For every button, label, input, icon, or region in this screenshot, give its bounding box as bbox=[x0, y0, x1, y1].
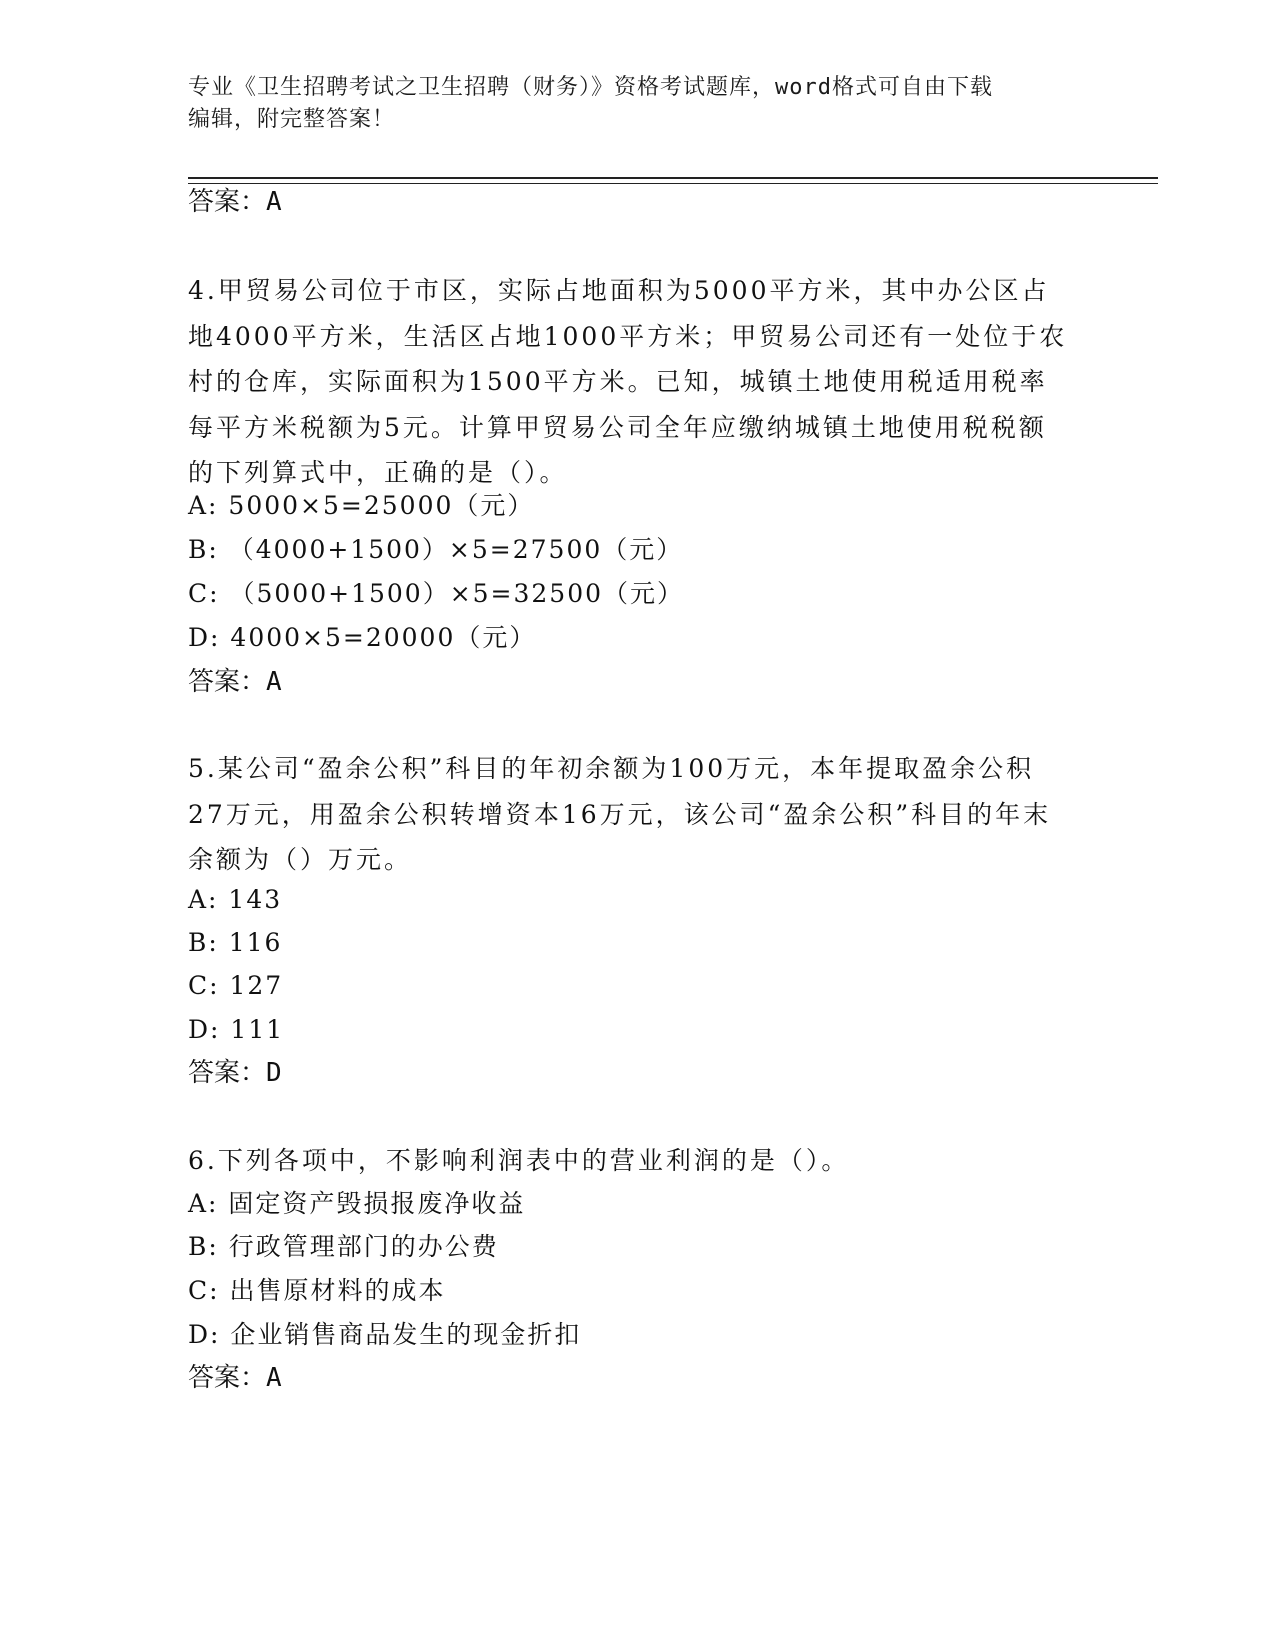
question-4-option-d: D: 4000×5=20000（元） bbox=[188, 623, 537, 652]
question-5-option-c: C: 127 bbox=[188, 971, 284, 1000]
question-6-option-a: A: 固定资产毁损报废净收益 bbox=[188, 1189, 526, 1218]
question-6-option-c: C: 出售原材料的成本 bbox=[188, 1276, 446, 1305]
answer-previous: 答案：A bbox=[188, 187, 282, 217]
question-4-option-b: B: （4000+1500）×5=27500（元） bbox=[188, 535, 684, 564]
question-5-option-b: B: 116 bbox=[188, 928, 283, 957]
question-5-option-a: A: 143 bbox=[188, 885, 283, 914]
question-6-text: 6.下列各项中，不影响利润表中的营业利润的是（）。 bbox=[188, 1146, 850, 1175]
question-6-option-b: B: 行政管理部门的办公费 bbox=[188, 1232, 499, 1261]
document-header bbox=[188, 72, 1088, 136]
header-line-1: 专业《卫生招聘考试之卫生招聘（财务）》资格考试题库，word格式可自由下载 bbox=[188, 75, 993, 100]
question-4-text: 4.甲贸易公司位于市区，实际占地面积为5000平方米，其中办公区占地4000平方米，生活区占地1000平方米；甲贸易公司还有一处位于农村的仓库，实际面积为1500平方米。已知，城镇土地使用税适用税率每平方米税额为5元。计算甲贸易公司全年应缴纳城镇土地使用税税额的下列算式中，正确的是（）。 bbox=[188, 276, 1068, 487]
question-4-option-c: C: （5000+1500）×5=32500（元） bbox=[188, 579, 685, 608]
header-divider-thick bbox=[188, 177, 1158, 179]
question-6-answer: 答案：A bbox=[188, 1363, 282, 1393]
question-5-option-d: D: 111 bbox=[188, 1015, 285, 1044]
question-6-option-d: D: 企业销售商品发生的现金折扣 bbox=[188, 1320, 582, 1349]
question-5-text: 5.某公司“盈余公积”科目的年初余额为100万元，本年提取盈余公积27万元，用盈余公积转增资本16万元，该公司“盈余公积”科目的年末余额为（）万元。 bbox=[188, 754, 1052, 874]
header-divider-thin bbox=[188, 183, 1158, 184]
question-4-answer: 答案：A bbox=[188, 667, 282, 697]
header-line-2: 编辑，附完整答案！ bbox=[188, 107, 396, 132]
question-4-option-a: A: 5000×5=25000（元） bbox=[188, 491, 535, 520]
question-5-answer: 答案：D bbox=[188, 1058, 282, 1088]
